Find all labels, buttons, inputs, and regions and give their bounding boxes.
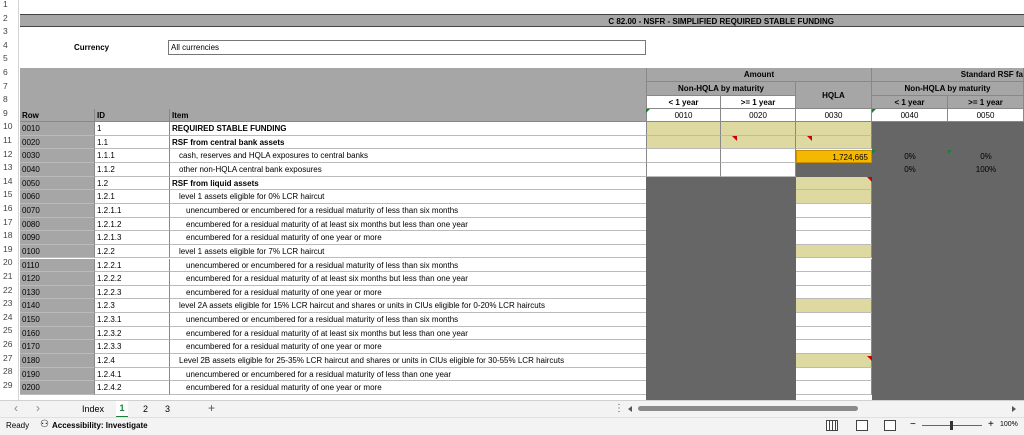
currency-label: Currency — [74, 43, 110, 52]
zoom-slider[interactable] — [922, 425, 982, 426]
table-row-code[interactable]: 0190 — [20, 368, 95, 382]
amount-lt1-cell[interactable] — [646, 149, 721, 163]
table-row-item[interactable]: RSF from central bank assets — [170, 136, 646, 150]
table-row-id[interactable]: 1.2.1.1 — [95, 204, 170, 218]
hqla-cell[interactable] — [796, 204, 872, 218]
tab-3[interactable]: 3 — [165, 404, 171, 414]
table-row-id[interactable]: 1.2.2.2 — [95, 272, 170, 286]
table-row-id[interactable]: 1.2.3.2 — [95, 327, 170, 341]
table-row-code[interactable]: 0180 — [20, 354, 95, 368]
row-number[interactable]: 20 — [3, 257, 13, 268]
status-bar — [0, 417, 1024, 435]
row-number[interactable]: 26 — [3, 339, 13, 349]
hqla-cell[interactable] — [796, 259, 872, 273]
tab-scroll-prev-icon[interactable]: ‹ — [14, 401, 18, 415]
comment-marker[interactable] — [867, 356, 872, 361]
header-amount[interactable]: Amount — [646, 68, 872, 82]
table-row-code[interactable]: 0070 — [20, 204, 95, 218]
hqla-cell[interactable] — [796, 245, 872, 259]
row-number[interactable]: 23 — [3, 298, 13, 309]
header-col-0040[interactable]: 0040 — [872, 109, 948, 122]
row-number[interactable]: 3 — [3, 26, 8, 37]
table-row-item[interactable]: encumbered for a residual maturity of one year or more — [170, 231, 646, 245]
scrollbar-thumb[interactable] — [638, 406, 858, 411]
hqla-cell[interactable] — [796, 299, 872, 313]
hqla-cell[interactable] — [796, 231, 872, 245]
zoom-out-button[interactable]: − — [910, 419, 916, 430]
error-indicator[interactable] — [872, 109, 876, 113]
tab-1[interactable]: 1 — [116, 401, 128, 418]
page-layout-icon[interactable] — [856, 420, 868, 431]
row-number[interactable]: 21 — [3, 271, 13, 281]
row-number[interactable]: 19 — [3, 243, 13, 254]
amount-lt1-cell[interactable] — [646, 122, 721, 136]
table-row-id[interactable]: 1.2.2 — [95, 245, 170, 259]
header-col-0050[interactable]: 0050 — [948, 109, 1024, 122]
table-row-id[interactable]: 1.2.2.3 — [95, 286, 170, 300]
header-col-0030[interactable]: 0030 — [796, 109, 872, 122]
table-row-code[interactable]: 0040 — [20, 163, 95, 177]
table-row-item[interactable]: encumbered for a residual maturity of at least six months but less than one year — [170, 218, 646, 232]
table-row-item[interactable]: other non-HQLA central bank exposures — [170, 163, 646, 177]
horizontal-scrollbar[interactable] — [628, 405, 1018, 413]
row-number[interactable]: 12 — [3, 148, 13, 159]
table-row-id[interactable]: 1.2.1.3 — [95, 231, 170, 245]
comment-marker[interactable] — [867, 177, 872, 182]
table-row-code[interactable]: 0030 — [20, 149, 95, 163]
table-row-code[interactable]: 0170 — [20, 340, 95, 354]
table-row-item[interactable]: unencumbered or encumbered for a residual maturity of less than one year — [170, 368, 646, 382]
scroll-left-icon[interactable] — [628, 406, 632, 412]
row-number[interactable]: 29 — [3, 379, 13, 390]
row-number[interactable]: 28 — [3, 366, 13, 377]
comment-marker[interactable] — [807, 136, 812, 141]
header-ge1-factor[interactable]: >= 1 year — [948, 96, 1024, 109]
table-row-code[interactable]: 0120 — [20, 272, 95, 286]
table-row-item[interactable]: level 1 assets eligible for 0% LCR haircut — [170, 190, 646, 204]
header-row[interactable]: Row — [20, 109, 95, 122]
hqla-cell[interactable] — [796, 177, 872, 191]
row-number[interactable]: 16 — [3, 203, 13, 213]
table-row-id[interactable]: 1.1.1 — [95, 149, 170, 163]
row-number[interactable]: 8 — [3, 94, 8, 105]
row-number[interactable]: 4 — [3, 39, 8, 50]
row-number[interactable]: 13 — [3, 162, 13, 173]
accessibility-icon[interactable]: ⚇ — [40, 419, 49, 430]
cell-0040-factor-ge1[interactable]: 100% — [975, 165, 997, 174]
zoom-slider-thumb[interactable] — [950, 421, 953, 430]
amount-lt1-cell[interactable] — [646, 163, 721, 177]
table-row-item[interactable]: unencumbered or encumbered for a residual maturity of less than six months — [170, 204, 646, 218]
table-row-id[interactable]: 1.1 — [95, 136, 170, 150]
cell-0030-factor-ge1[interactable]: 0% — [980, 152, 992, 161]
error-indicator[interactable] — [872, 150, 876, 154]
spreadsheet-grid — [18, 0, 1024, 400]
inactive-amount-block — [646, 177, 796, 400]
row-number[interactable]: 5 — [3, 53, 8, 64]
more-options-icon[interactable]: ⋮ — [614, 403, 624, 414]
table-row-id[interactable]: 1.2.1 — [95, 190, 170, 204]
header-ge1[interactable]: >= 1 year — [721, 96, 796, 109]
table-row-item[interactable]: RSF from liquid assets — [170, 177, 646, 191]
table-row-id[interactable]: 1.2.3.1 — [95, 313, 170, 327]
add-sheet-button[interactable]: + — [208, 401, 216, 415]
table-row-item[interactable]: REQUIRED STABLE FUNDING — [170, 122, 646, 136]
hqla-cell[interactable] — [796, 327, 872, 341]
row-header-column — [0, 0, 19, 400]
page-break-icon[interactable] — [884, 420, 896, 431]
zoom-level[interactable]: 100% — [1000, 421, 1018, 428]
table-row-item[interactable]: level 2A assets eligible for 15% LCR haircut and shares or units in CIUs eligible for 0-20% LCR haircuts — [170, 299, 646, 313]
table-row-item[interactable]: unencumbered or encumbered for a residual maturity of less than six months — [170, 259, 646, 273]
currency-value[interactable]: All currencies — [168, 40, 646, 55]
status-ready: Ready — [6, 421, 30, 430]
hqla-cell[interactable] — [796, 368, 872, 382]
row-number[interactable]: 10 — [3, 121, 13, 132]
table-row-item[interactable]: encumbered for a residual maturity of one year or more — [170, 286, 646, 300]
table-row-item[interactable]: Level 2B assets eligible for 25-35% LCR haircut and shares or units in CIUs eligible for 30-55% LCR haircuts — [170, 354, 646, 368]
table-row-id[interactable]: 1.2.3.3 — [95, 340, 170, 354]
table-row-code[interactable]: 0110 — [20, 259, 95, 273]
row-number[interactable]: 18 — [3, 230, 13, 241]
row-number[interactable]: 14 — [3, 175, 13, 186]
table-row-id[interactable]: 1.2.4 — [95, 354, 170, 368]
amount-ge1-cell[interactable] — [721, 122, 796, 136]
header-lt1-factor[interactable]: < 1 year — [872, 96, 948, 109]
hqla-cell[interactable] — [796, 286, 872, 300]
header-block — [20, 68, 646, 109]
header-hqla[interactable]: HQLA — [796, 82, 872, 109]
cell-0030-factor-lt1[interactable]: 0% — [904, 152, 916, 161]
row-number[interactable]: 27 — [3, 352, 13, 363]
header-lt1[interactable]: < 1 year — [646, 96, 721, 109]
table-row-item[interactable]: unencumbered or encumbered for a residual maturity of less than six months — [170, 313, 646, 327]
table-row-id[interactable]: 1.2 — [95, 177, 170, 191]
cell-0040-factor-lt1[interactable]: 0% — [904, 165, 916, 174]
header-col-0020[interactable]: 0020 — [721, 109, 796, 122]
header-standard-rsf[interactable]: Standard RSF fa — [872, 68, 1024, 82]
inactive-hqla-0040 — [796, 163, 872, 177]
amount-lt1-cell[interactable] — [646, 136, 721, 150]
hqla-cell[interactable] — [796, 218, 872, 232]
normal-view-icon[interactable] — [826, 420, 838, 431]
table-row-id[interactable]: 1.2.4.2 — [95, 381, 170, 395]
hqla-cell[interactable] — [796, 190, 872, 204]
row-number[interactable]: 15 — [3, 189, 13, 200]
table-row-code[interactable]: 0150 — [20, 313, 95, 327]
table-row-code[interactable]: 0080 — [20, 218, 95, 232]
scroll-right-icon[interactable] — [1012, 406, 1016, 412]
row-number[interactable]: 2 — [3, 12, 8, 23]
table-row-code[interactable]: 0130 — [20, 286, 95, 300]
hqla-cell[interactable] — [796, 313, 872, 327]
table-row-code[interactable]: 0100 — [20, 245, 95, 259]
table-row-id[interactable]: 1.2.3 — [95, 299, 170, 313]
header-non-hqla[interactable]: Non-HQLA by maturity — [646, 82, 796, 96]
row-number[interactable]: 17 — [3, 216, 13, 227]
table-row-item[interactable]: cash, reserves and HQLA exposures to central banks — [170, 149, 646, 163]
header-non-hqla-factors[interactable]: Non-HQLA by maturity — [872, 82, 1024, 96]
error-indicator[interactable] — [646, 109, 650, 113]
header-id[interactable]: ID — [95, 109, 170, 122]
amount-ge1-cell[interactable] — [721, 149, 796, 163]
table-row-item[interactable]: encumbered for a residual maturity of at least six months but less than one year — [170, 272, 646, 286]
comment-marker[interactable] — [732, 136, 737, 141]
header-col-0010[interactable]: 0010 — [646, 109, 721, 122]
row-number[interactable]: 24 — [3, 311, 13, 322]
row-number[interactable]: 7 — [3, 80, 8, 91]
table-row-id[interactable]: 1.2.1.2 — [95, 218, 170, 232]
hqla-cell[interactable] — [796, 272, 872, 286]
row-number[interactable]: 22 — [3, 284, 13, 295]
tab-scroll-next-icon[interactable]: › — [36, 401, 40, 415]
row-number[interactable]: 6 — [3, 67, 8, 77]
table-row-id[interactable]: 1.2.2.1 — [95, 259, 170, 273]
sheet-tabs-bar — [0, 400, 1024, 417]
table-row-id[interactable]: 1.1.2 — [95, 163, 170, 177]
table-row-item[interactable]: encumbered for a residual maturity of one year or more — [170, 381, 646, 395]
tab-2[interactable]: 2 — [143, 404, 149, 414]
row-number[interactable]: 9 — [3, 107, 8, 118]
table-row-code[interactable]: 0010 — [20, 122, 95, 136]
cell-0030-hqla[interactable]: 1,724,665 — [796, 150, 872, 163]
hqla-cell[interactable] — [796, 381, 872, 395]
hqla-cell[interactable] — [796, 122, 872, 136]
table-row-item[interactable]: encumbered for a residual maturity of at least six months but less than one year — [170, 327, 646, 341]
error-indicator[interactable] — [948, 150, 952, 154]
hqla-cell[interactable] — [796, 340, 872, 354]
amount-ge1-cell[interactable] — [721, 163, 796, 177]
accessibility-status[interactable]: Accessibility: Investigate — [52, 421, 148, 430]
table-row-item[interactable]: encumbered for a residual maturity of one year or more — [170, 340, 646, 354]
row-number[interactable]: 25 — [3, 325, 13, 336]
table-row-code[interactable]: 0160 — [20, 327, 95, 341]
table-row-item[interactable]: level 1 assets eligible for 7% LCR haircut — [170, 245, 646, 259]
tab-index[interactable]: Index — [82, 404, 105, 414]
header-item[interactable]: Item — [170, 109, 646, 122]
table-row-id[interactable]: 1 — [95, 122, 170, 136]
table-row-id[interactable]: 1.2.4.1 — [95, 368, 170, 382]
row-number[interactable]: 1 — [3, 0, 8, 9]
hqla-cell[interactable] — [796, 354, 872, 368]
row-number[interactable]: 11 — [3, 135, 12, 145]
table-row-code[interactable]: 0200 — [20, 381, 95, 395]
zoom-in-button[interactable]: + — [988, 419, 994, 430]
sheet-title[interactable]: C 82.00 - NSFR - SIMPLIFIED REQUIRED STABLE FUNDING — [20, 14, 1024, 27]
table-row-code[interactable]: 0140 — [20, 299, 95, 313]
table-row-code[interactable]: 0050 — [20, 177, 95, 191]
table-row-code[interactable]: 0020 — [20, 136, 95, 150]
table-row-code[interactable]: 0060 — [20, 190, 95, 204]
table-row-code[interactable]: 0090 — [20, 231, 95, 245]
